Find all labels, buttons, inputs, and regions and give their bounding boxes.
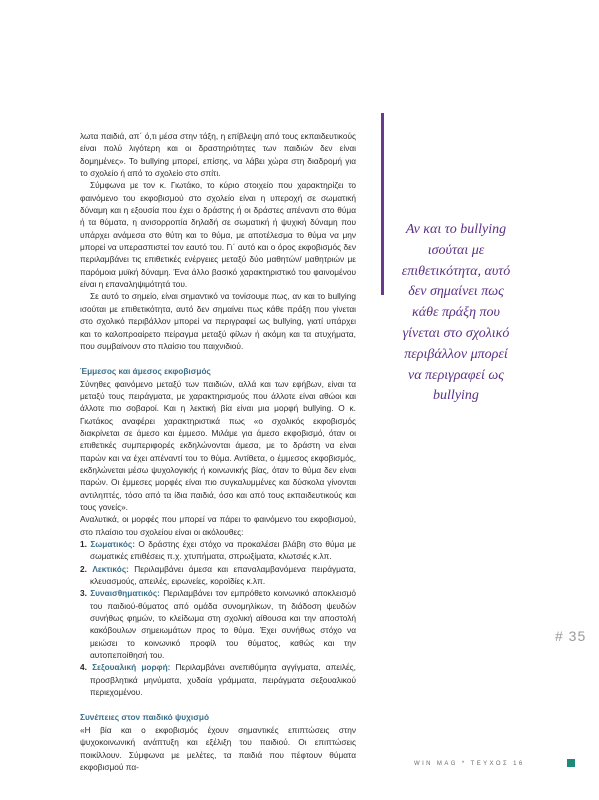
page-number: # 35 <box>555 628 587 644</box>
pullquote-rule <box>381 113 384 295</box>
list-item <box>80 587 356 661</box>
article-body <box>80 130 356 773</box>
paragraph-5: Αναλυτικά, οι μορφές που μπορεί να πάρει το φαινόμενο του εκφοβισμού, στο πλαίσιο του σχολείου είναι οι ακόλουθες: <box>80 514 356 537</box>
list-text: Περιλαμβάνει ανεπιθύμητα αγγίγματα, απειλές, προσβλητικά μηνύματα, χυδαία γράμματα, πειράγματα σεξουαλικού περιεχομένου. <box>90 662 356 698</box>
list-item <box>80 563 356 588</box>
paragraph-6: «Η βία και ο εκφοβισμός έχουν σημαντικές επιπτώσεις στην ψυχοκοινωνική ανάπτυξη και εξέλιξη του παιδιού. Οι επιπτώσεις ποικίλλουν. Σύμφωνα με μελέτες, τα παιδιά που πέφτουν θύματα εκφοβισμού πα- <box>80 724 356 772</box>
list-label: Σεξουαλική μορφή: <box>92 662 171 673</box>
list-label: Συναισθηματικός: <box>90 588 160 599</box>
list-text: Ο δράστης έχει στόχο να προκαλέσει βλάβη στο θύμα με σωματικές επιθέσεις π.χ. χτυπήματα, σπρωξίματα, κλωτσιές κ.λπ. <box>90 539 356 562</box>
list-number: 2. <box>80 563 87 574</box>
list-number: 4. <box>80 662 87 673</box>
list-label: Σωματικός: <box>90 539 135 549</box>
pull-quote: Αν και το bullying ισούται με επιθετικότητα, αυτό δεν σημαίνει πως κάθε πράξη που γίνεται στο σχολικό περιβάλλον μπορεί να περιγραφεί ως bullying <box>401 222 511 404</box>
forms-list <box>80 538 356 698</box>
list-text: Περιλαμβάνει άμεσα και επαναλαμβανόμενα πειράγματα, κλευασμούς, απειλές, ειρωνείες, κοροϊδίες κ.λπ. <box>90 563 356 587</box>
footer-magazine-issue: WIN MAG * ΤΕΥΧΟΣ 16 <box>414 761 525 767</box>
paragraph-2: Σύμφωνα με τον κ. Γιωτάκο, το κύριο στοιχείο που χαρακτηρίζει το φαινόμενο του εκφοβισμού στο σχολείο είναι η υπεροχή σε σωματική δύναμη και η εξουσία που έχει ο δράστης ή οι δράστες απέναντι στο θύμα ή τα θύματα, η ανισορροπία δηλαδή σε σωματική ή ψυχική δύναμη που υπάρχει ανάμεσα στο θύτη και το θύμα, με αποτέλεσμα το θύμα να μην μπορεί να υπερασπιστεί τον εαυτό του. Γι΄ αυτό και ο όρος εκφοβισμός δεν περιλαμβάνει τις επιθετικές ενέργειες μεταξύ δύο μαθητών/ μαθητριών με παρόμοια μυϊκή δύναμη. Ένα άλλο βασικό χαρακτηριστικό του φαινομένου είναι η επαναληψιμότητά του. <box>80 180 356 290</box>
paragraph-1: λωτα παιδιά, απ΄ ό,τι μέσα στην τάξη, η επίβλεψη από τους εκπαιδευτικούς είναι πολύ λιγότερη και οι δραστηριότητες των παιδιών δεν είναι δομημένες». Το bullying μπορεί, επίσης, να λάβει χώρα στη διαδρομή για το σχολείο ή από το σχολείο στο σπίτι. <box>80 131 356 179</box>
list-number: 3. <box>80 588 87 599</box>
paragraph-4: Σύνηθες φαινόμενο μεταξύ των παιδιών, αλλά και των εφήβων, είναι τα μεταξύ τους πειράγματα, με χαρακτηρισμούς που άλλοτε είναι αθώοι και άλλοτε πιο σοβαροί. Και η λεκτική βία είναι μια μορφή bullying. Ο κ. Γιωτάκος αναφέρει χαρακτηριστικά πως «ο σχολικός εκφοβισμός διακρίνεται σε άμεσο και έμμεσο. Μιλάμε για άμεσο εκφοβισμό, όταν οι επιθετικές συμπεριφορές εκδηλώνονται άμεσα, με το δράστη να είναι παρών και να έχει απέναντί του το θύμα. Αντίθετα, ο έμμεσος εκφοβισμός, εκδηλώνεται μέσω ψυχολογικής ή κοινωνικής βίας, όταν το θύμα δεν είναι παρών. Οι έμμεσες μορφές είναι πιο συγκαλυμμένες και δύσκολα γίνονται αντιληπτές, τόσο από τα ίδια παιδιά, όσο και από τους εκπαιδευτικούς και τους γονείς». <box>80 378 356 512</box>
section-heading-consequences: Συνέπειες στον παιδικό ψυχισμό <box>80 712 210 723</box>
footer-square-icon <box>567 759 575 767</box>
list-item <box>80 538 356 563</box>
paragraph-3: Σε αυτό το σημείο, είναι σημαντικό να τονίσουμε πως, αν και το bullying ισούται με επιθετικότητα, αυτό δεν σημαίνει πως κάθε πράξη που γίνεται στο σχολικό περιβάλλον μπορεί να περιγραφεί ως bullying, γιατί υπάρχει και το καλοπροαίρετο πείραγμα μεταξύ φίλων ή ακόμη και τα ατυχήματα, που συμβαίνουν στο πλαίσιο του παιχνιδιού. <box>80 291 356 351</box>
list-number: 1. <box>80 539 87 549</box>
section-heading-direct-indirect: Έμμεσος και άμεσος εκφοβισμός <box>80 366 211 377</box>
list-text: Περιλαμβάνει τον εμπρόθετο κοινωνικό αποκλεισμό του παιδιού-θύματος από ομάδα συνομηλίκων, τη διάδοση ψευδών συνήθως φημών, το κλείδωμα στη σχολική αίθουσα και την αποστολή κακόβουλων σημειωμάτων προς το θύμα. Έχει συνήθως στόχο να μειώσει το κοινωνικό προφίλ του θύματος, καθώς και την αυτοπεποίθησή του. <box>90 588 357 661</box>
list-label: Λεκτικός: <box>92 563 129 574</box>
list-item <box>80 661 356 698</box>
